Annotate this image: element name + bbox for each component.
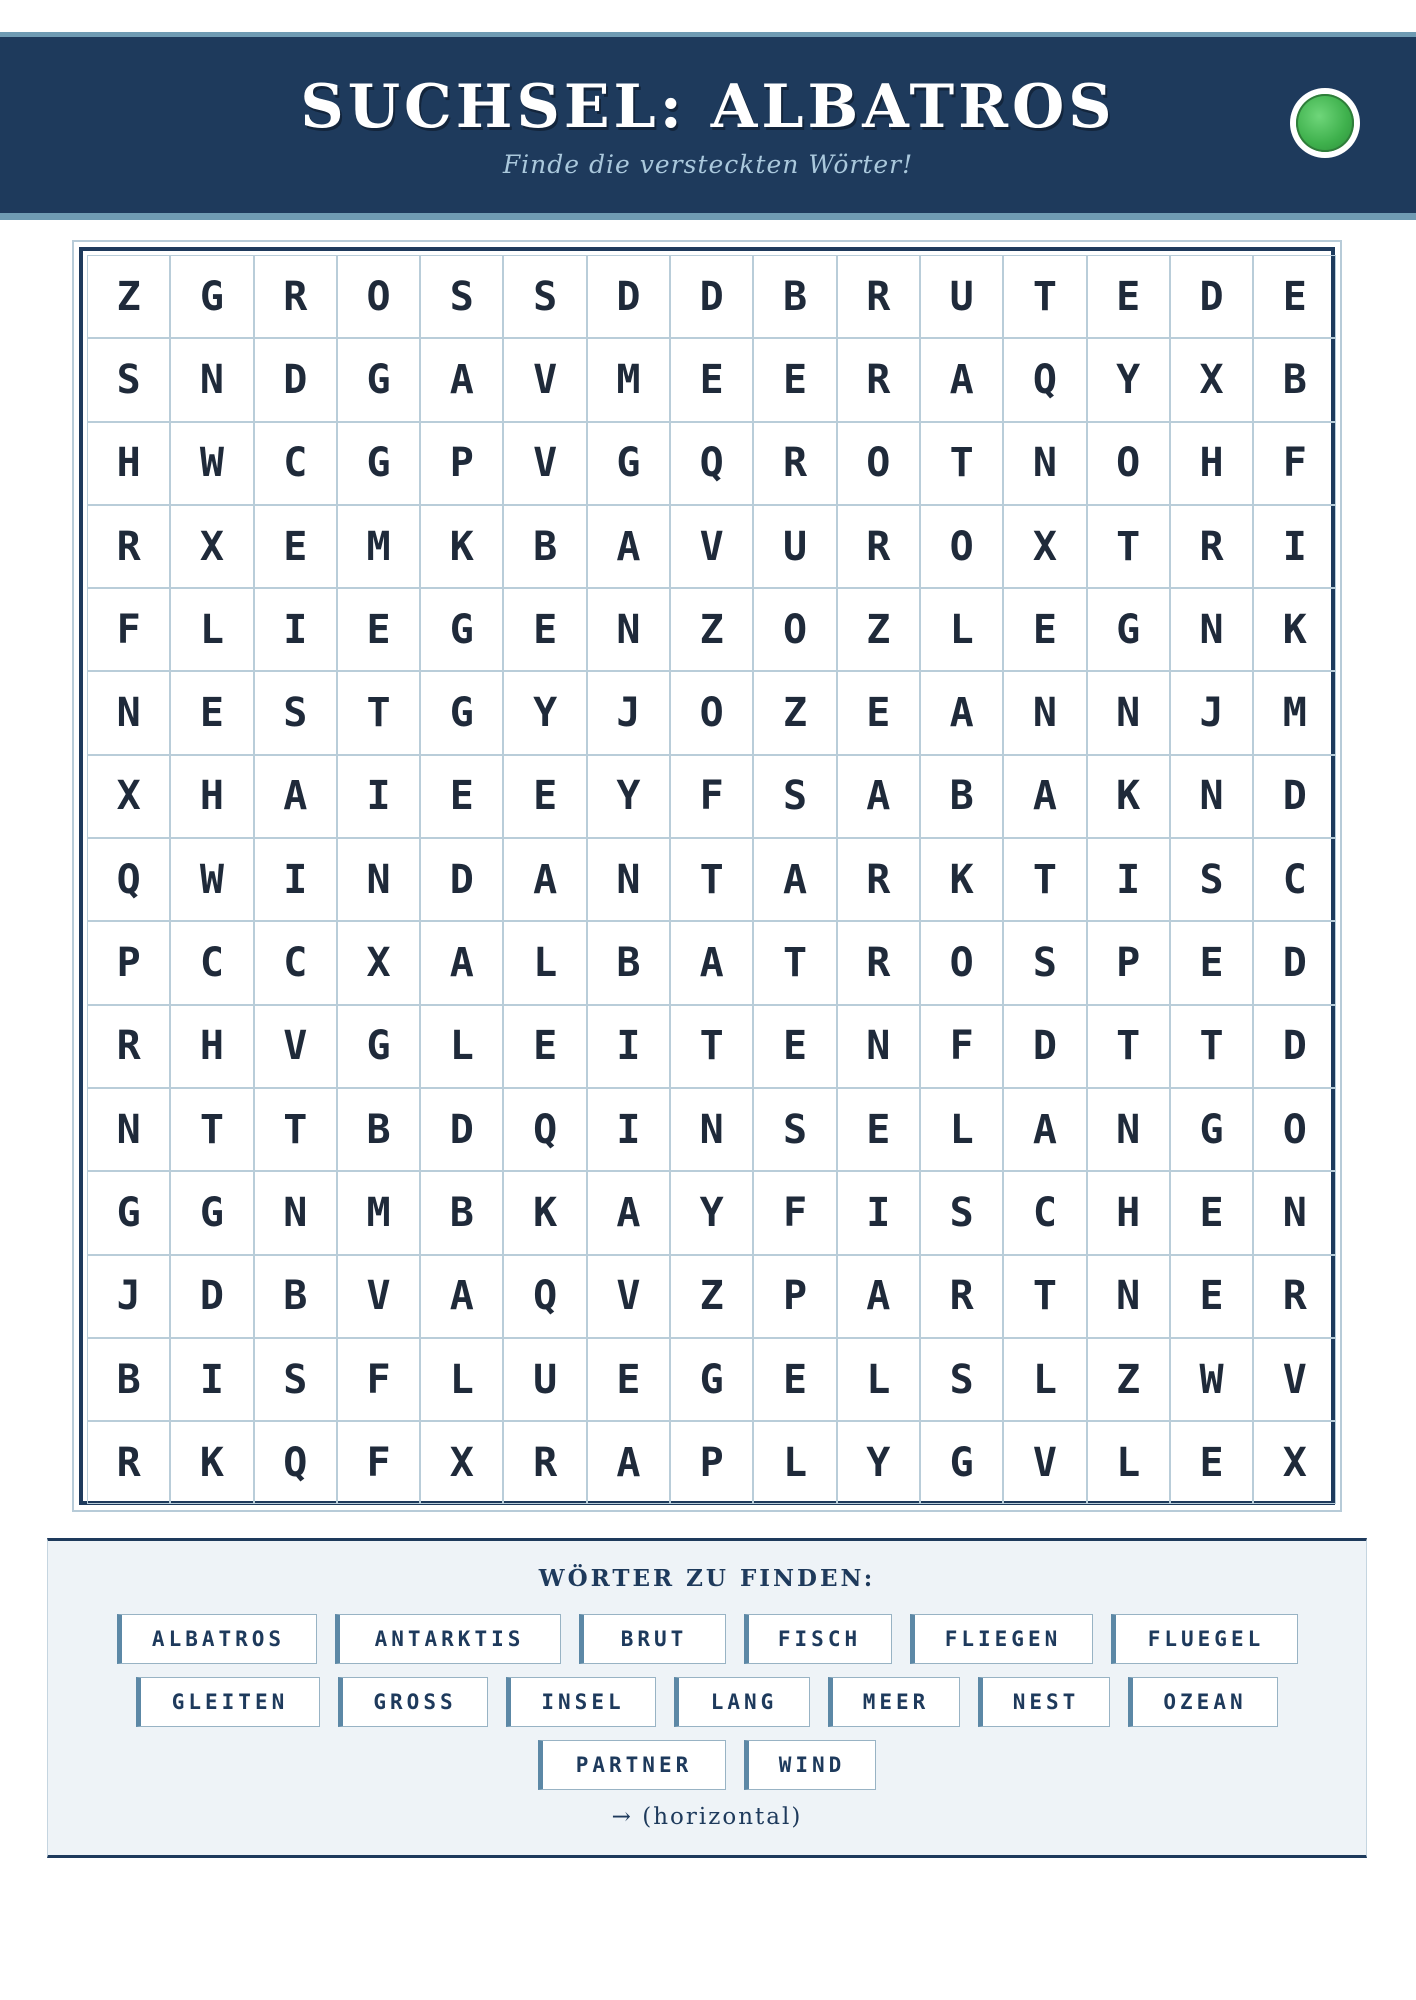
grid-cell[interactable]: Q: [87, 838, 170, 921]
grid-cell[interactable]: X: [1003, 505, 1086, 588]
grid-cell[interactable]: I: [337, 755, 420, 838]
word-tag[interactable]: INSEL: [506, 1677, 656, 1727]
grid-cell[interactable]: E: [1170, 921, 1253, 1004]
grid-cell[interactable]: P: [420, 422, 503, 505]
grid-cell[interactable]: V: [587, 1255, 670, 1338]
grid-cell[interactable]: V: [1253, 1338, 1336, 1421]
grid-cell[interactable]: E: [503, 588, 586, 671]
grid-cell[interactable]: E: [1170, 1255, 1253, 1338]
grid-cell[interactable]: T: [337, 671, 420, 754]
grid-cell[interactable]: A: [1003, 1088, 1086, 1171]
grid-cell[interactable]: N: [1003, 671, 1086, 754]
grid-cell[interactable]: G: [1087, 588, 1170, 671]
word-tag[interactable]: NEST: [978, 1677, 1110, 1727]
grid-cell[interactable]: E: [170, 671, 253, 754]
grid-cell[interactable]: M: [1253, 671, 1336, 754]
grid-cell[interactable]: U: [503, 1338, 586, 1421]
grid-cell[interactable]: B: [920, 755, 1003, 838]
grid-cell[interactable]: N: [337, 838, 420, 921]
grid-cell[interactable]: O: [837, 422, 920, 505]
grid-cell[interactable]: S: [503, 255, 586, 338]
grid-cell[interactable]: N: [1170, 588, 1253, 671]
status-indicator-icon: [1290, 88, 1360, 158]
word-tag[interactable]: WIND: [744, 1740, 876, 1790]
grid-cell[interactable]: A: [420, 921, 503, 1004]
grid-cell[interactable]: H: [170, 755, 253, 838]
grid-cell[interactable]: O: [670, 671, 753, 754]
word-tag[interactable]: ANTARKTIS: [335, 1614, 561, 1664]
grid-cell[interactable]: T: [1087, 505, 1170, 588]
grid-cell[interactable]: J: [87, 1255, 170, 1338]
grid-cell[interactable]: Z: [87, 255, 170, 338]
grid-cell[interactable]: R: [1170, 505, 1253, 588]
grid-cell[interactable]: W: [170, 422, 253, 505]
grid-cell[interactable]: O: [1253, 1088, 1336, 1171]
grid-cell[interactable]: S: [753, 1088, 836, 1171]
word-search-grid: [79, 247, 1335, 1505]
grid-cell[interactable]: N: [170, 338, 253, 421]
grid-cell[interactable]: V: [670, 505, 753, 588]
grid-cell[interactable]: G: [170, 1171, 253, 1254]
grid-cell[interactable]: R: [837, 921, 920, 1004]
word-list-heading: WÖRTER ZU FINDEN:: [538, 1565, 876, 1592]
grid-cell[interactable]: S: [254, 1338, 337, 1421]
grid-cell[interactable]: L: [1087, 1421, 1170, 1504]
grid-cell[interactable]: R: [87, 1421, 170, 1504]
grid-cell[interactable]: S: [920, 1171, 1003, 1254]
letter-grid: [87, 255, 1336, 1504]
word-list-row: [48, 1677, 1366, 1727]
word-tag[interactable]: OZEAN: [1128, 1677, 1278, 1727]
grid-cell[interactable]: H: [1170, 422, 1253, 505]
grid-cell[interactable]: C: [1253, 838, 1336, 921]
grid-cell[interactable]: C: [254, 422, 337, 505]
grid-cell[interactable]: D: [420, 1088, 503, 1171]
grid-cell[interactable]: V: [337, 1255, 420, 1338]
word-tag[interactable]: ALBATROS: [117, 1614, 317, 1664]
grid-cell[interactable]: Y: [503, 671, 586, 754]
grid-cell[interactable]: O: [920, 921, 1003, 1004]
grid-cell[interactable]: P: [87, 921, 170, 1004]
grid-cell[interactable]: X: [1253, 1421, 1336, 1504]
grid-cell[interactable]: V: [1003, 1421, 1086, 1504]
word-tag[interactable]: FISCH: [744, 1614, 892, 1664]
grid-cell[interactable]: D: [587, 255, 670, 338]
grid-cell[interactable]: T: [670, 838, 753, 921]
grid-cell[interactable]: R: [837, 505, 920, 588]
grid-cell[interactable]: C: [1003, 1171, 1086, 1254]
grid-cell[interactable]: Q: [503, 1088, 586, 1171]
grid-cell[interactable]: S: [254, 671, 337, 754]
grid-cell[interactable]: F: [337, 1338, 420, 1421]
word-tag[interactable]: MEER: [828, 1677, 960, 1727]
grid-cell[interactable]: E: [837, 671, 920, 754]
word-list-panel: [47, 1538, 1367, 1858]
grid-cell[interactable]: H: [87, 422, 170, 505]
grid-cell[interactable]: Z: [837, 588, 920, 671]
grid-cell[interactable]: Q: [670, 422, 753, 505]
grid-cell[interactable]: G: [87, 1171, 170, 1254]
grid-cell[interactable]: B: [1253, 338, 1336, 421]
grid-cell[interactable]: A: [670, 921, 753, 1004]
grid-cell[interactable]: L: [170, 588, 253, 671]
grid-cell[interactable]: B: [503, 505, 586, 588]
grid-cell[interactable]: A: [837, 755, 920, 838]
grid-cell[interactable]: N: [1170, 755, 1253, 838]
grid-cell[interactable]: C: [170, 921, 253, 1004]
grid-cell[interactable]: V: [503, 422, 586, 505]
grid-cell[interactable]: D: [420, 838, 503, 921]
grid-cell[interactable]: G: [920, 1421, 1003, 1504]
grid-cell[interactable]: P: [670, 1421, 753, 1504]
grid-cell[interactable]: K: [1253, 588, 1336, 671]
grid-cell[interactable]: O: [337, 255, 420, 338]
grid-cell[interactable]: A: [837, 1255, 920, 1338]
grid-cell[interactable]: O: [920, 505, 1003, 588]
grid-cell[interactable]: Q: [254, 1421, 337, 1504]
grid-cell[interactable]: O: [753, 588, 836, 671]
grid-cell[interactable]: L: [420, 1338, 503, 1421]
grid-cell[interactable]: R: [837, 338, 920, 421]
grid-cell[interactable]: T: [254, 1088, 337, 1171]
grid-cell[interactable]: K: [503, 1171, 586, 1254]
word-list-row: [48, 1740, 1366, 1790]
grid-cell[interactable]: N: [87, 1088, 170, 1171]
grid-cell[interactable]: G: [337, 1005, 420, 1088]
grid-cell[interactable]: E: [420, 755, 503, 838]
grid-cell[interactable]: K: [920, 838, 1003, 921]
grid-cell[interactable]: W: [170, 838, 253, 921]
grid-cell[interactable]: I: [170, 1338, 253, 1421]
grid-cell[interactable]: Z: [670, 588, 753, 671]
grid-cell[interactable]: T: [1003, 255, 1086, 338]
grid-cell[interactable]: P: [753, 1255, 836, 1338]
grid-cell[interactable]: I: [1253, 505, 1336, 588]
grid-cell[interactable]: S: [753, 755, 836, 838]
grid-cell[interactable]: Q: [1003, 338, 1086, 421]
grid-cell[interactable]: E: [503, 1005, 586, 1088]
grid-cell[interactable]: A: [920, 338, 1003, 421]
grid-cell[interactable]: L: [1003, 1338, 1086, 1421]
grid-cell[interactable]: E: [753, 338, 836, 421]
grid-cell[interactable]: E: [1253, 255, 1336, 338]
grid-cell[interactable]: E: [337, 588, 420, 671]
grid-cell[interactable]: C: [254, 921, 337, 1004]
grid-cell[interactable]: N: [1253, 1171, 1336, 1254]
grid-cell[interactable]: A: [1003, 755, 1086, 838]
grid-cell[interactable]: N: [1087, 1255, 1170, 1338]
grid-cell[interactable]: D: [1170, 255, 1253, 338]
grid-cell[interactable]: U: [920, 255, 1003, 338]
grid-cell[interactable]: D: [170, 1255, 253, 1338]
grid-cell[interactable]: G: [420, 671, 503, 754]
grid-cell[interactable]: Q: [503, 1255, 586, 1338]
grid-cell[interactable]: E: [1003, 588, 1086, 671]
grid-cell[interactable]: R: [503, 1421, 586, 1504]
grid-cell[interactable]: E: [254, 505, 337, 588]
grid-cell[interactable]: E: [503, 755, 586, 838]
grid-cell[interactable]: A: [254, 755, 337, 838]
grid-cell[interactable]: B: [420, 1171, 503, 1254]
grid-cell[interactable]: R: [254, 255, 337, 338]
word-tag[interactable]: BRUT: [579, 1614, 726, 1664]
grid-cell[interactable]: S: [1170, 838, 1253, 921]
grid-cell[interactable]: I: [837, 1171, 920, 1254]
grid-cell[interactable]: R: [87, 505, 170, 588]
grid-cell[interactable]: F: [1253, 422, 1336, 505]
grid-cell[interactable]: X: [87, 755, 170, 838]
grid-cell[interactable]: S: [1003, 921, 1086, 1004]
grid-cell[interactable]: L: [503, 921, 586, 1004]
grid-cell[interactable]: E: [837, 1088, 920, 1171]
page-title: SUCHSEL: ALBATROS: [300, 72, 1116, 142]
grid-cell[interactable]: R: [920, 1255, 1003, 1338]
grid-cell[interactable]: A: [587, 1171, 670, 1254]
grid-cell[interactable]: D: [254, 338, 337, 421]
grid-cell[interactable]: B: [254, 1255, 337, 1338]
grid-cell[interactable]: L: [420, 1005, 503, 1088]
grid-cell[interactable]: T: [170, 1088, 253, 1171]
grid-cell[interactable]: D: [1003, 1005, 1086, 1088]
word-list-row: [48, 1614, 1366, 1664]
grid-cell[interactable]: T: [1003, 1255, 1086, 1338]
grid-cell[interactable]: N: [1087, 671, 1170, 754]
grid-cell[interactable]: T: [670, 1005, 753, 1088]
grid-cell[interactable]: X: [337, 921, 420, 1004]
grid-cell[interactable]: Y: [670, 1171, 753, 1254]
grid-cell[interactable]: V: [503, 338, 586, 421]
grid-cell[interactable]: H: [170, 1005, 253, 1088]
word-tag[interactable]: PARTNER: [538, 1740, 726, 1790]
grid-cell[interactable]: R: [753, 422, 836, 505]
grid-cell[interactable]: I: [254, 838, 337, 921]
grid-cell[interactable]: R: [837, 838, 920, 921]
word-tag[interactable]: GROSS: [338, 1677, 488, 1727]
grid-cell[interactable]: P: [1087, 921, 1170, 1004]
page-subtitle: Finde die versteckten Wörter!: [502, 150, 914, 179]
grid-cell[interactable]: M: [337, 1171, 420, 1254]
grid-cell[interactable]: N: [837, 1005, 920, 1088]
grid-cell[interactable]: E: [1087, 255, 1170, 338]
grid-cell[interactable]: N: [1087, 1088, 1170, 1171]
grid-cell[interactable]: G: [337, 422, 420, 505]
grid-cell[interactable]: S: [920, 1338, 1003, 1421]
grid-cell[interactable]: G: [170, 255, 253, 338]
grid-cell[interactable]: B: [587, 921, 670, 1004]
grid-cell[interactable]: A: [587, 505, 670, 588]
grid-cell[interactable]: T: [920, 422, 1003, 505]
grid-cell[interactable]: M: [587, 338, 670, 421]
word-tag[interactable]: GLEITEN: [136, 1677, 320, 1727]
grid-cell[interactable]: G: [337, 338, 420, 421]
grid-cell[interactable]: L: [920, 1088, 1003, 1171]
grid-cell[interactable]: X: [1170, 338, 1253, 421]
grid-cell[interactable]: B: [87, 1338, 170, 1421]
grid-cell[interactable]: J: [587, 671, 670, 754]
grid-cell[interactable]: M: [337, 505, 420, 588]
direction-note: → (horizontal): [611, 1804, 803, 1830]
grid-cell[interactable]: K: [420, 505, 503, 588]
grid-cell[interactable]: I: [587, 1005, 670, 1088]
grid-cell[interactable]: E: [753, 1005, 836, 1088]
grid-cell[interactable]: D: [670, 255, 753, 338]
grid-cell[interactable]: I: [1087, 838, 1170, 921]
grid-cell[interactable]: N: [1003, 422, 1086, 505]
grid-cell[interactable]: T: [1087, 1005, 1170, 1088]
grid-cell[interactable]: K: [170, 1421, 253, 1504]
word-tag[interactable]: LANG: [674, 1677, 810, 1727]
grid-cell[interactable]: A: [420, 338, 503, 421]
grid-cell[interactable]: A: [420, 1255, 503, 1338]
grid-cell[interactable]: N: [87, 671, 170, 754]
grid-cell[interactable]: A: [587, 1421, 670, 1504]
grid-cell[interactable]: R: [1253, 1255, 1336, 1338]
grid-cell[interactable]: H: [1087, 1171, 1170, 1254]
grid-cell[interactable]: Y: [1087, 338, 1170, 421]
grid-cell[interactable]: L: [920, 588, 1003, 671]
grid-cell[interactable]: V: [254, 1005, 337, 1088]
grid-cell[interactable]: J: [1170, 671, 1253, 754]
grid-cell[interactable]: L: [753, 1421, 836, 1504]
grid-cell[interactable]: U: [753, 505, 836, 588]
grid-cell[interactable]: N: [254, 1171, 337, 1254]
grid-cell[interactable]: I: [254, 588, 337, 671]
grid-cell[interactable]: G: [420, 588, 503, 671]
grid-cell[interactable]: N: [587, 588, 670, 671]
grid-cell[interactable]: N: [670, 1088, 753, 1171]
grid-cell[interactable]: E: [587, 1338, 670, 1421]
word-tag[interactable]: FLIEGEN: [910, 1614, 1093, 1664]
grid-cell[interactable]: D: [1253, 921, 1336, 1004]
grid-cell[interactable]: B: [753, 255, 836, 338]
grid-cell[interactable]: R: [87, 1005, 170, 1088]
grid-cell[interactable]: F: [920, 1005, 1003, 1088]
grid-cell[interactable]: Z: [1087, 1338, 1170, 1421]
grid-cell[interactable]: K: [1087, 755, 1170, 838]
grid-cell[interactable]: I: [587, 1088, 670, 1171]
grid-cell[interactable]: S: [420, 255, 503, 338]
grid-cell[interactable]: Y: [587, 755, 670, 838]
grid-cell[interactable]: D: [1253, 1005, 1336, 1088]
grid-cell[interactable]: D: [1253, 755, 1336, 838]
grid-cell[interactable]: S: [87, 338, 170, 421]
grid-cell[interactable]: T: [753, 921, 836, 1004]
grid-cell[interactable]: Z: [670, 1255, 753, 1338]
grid-cell[interactable]: T: [1170, 1005, 1253, 1088]
grid-cell[interactable]: W: [1170, 1338, 1253, 1421]
grid-cell[interactable]: G: [670, 1338, 753, 1421]
word-tag[interactable]: FLUEGEL: [1111, 1614, 1298, 1664]
grid-cell[interactable]: R: [837, 255, 920, 338]
grid-cell[interactable]: O: [1087, 422, 1170, 505]
grid-cell[interactable]: B: [337, 1088, 420, 1171]
grid-cell[interactable]: A: [753, 838, 836, 921]
grid-cell[interactable]: T: [1003, 838, 1086, 921]
grid-cell[interactable]: Z: [753, 671, 836, 754]
grid-cell[interactable]: F: [337, 1421, 420, 1504]
grid-cell[interactable]: A: [920, 671, 1003, 754]
grid-cell[interactable]: X: [420, 1421, 503, 1504]
header-bottom-stripe: [0, 213, 1416, 220]
grid-cell[interactable]: F: [753, 1171, 836, 1254]
grid-cell[interactable]: E: [1170, 1421, 1253, 1504]
grid-cell[interactable]: E: [1170, 1171, 1253, 1254]
grid-cell[interactable]: N: [587, 838, 670, 921]
grid-cell[interactable]: G: [587, 422, 670, 505]
grid-cell[interactable]: L: [837, 1338, 920, 1421]
grid-cell[interactable]: A: [503, 838, 586, 921]
grid-cell[interactable]: X: [170, 505, 253, 588]
grid-cell[interactable]: E: [753, 1338, 836, 1421]
grid-cell[interactable]: E: [670, 338, 753, 421]
grid-cell[interactable]: F: [87, 588, 170, 671]
grid-cell[interactable]: G: [1170, 1088, 1253, 1171]
grid-cell[interactable]: Y: [837, 1421, 920, 1504]
grid-cell[interactable]: F: [670, 755, 753, 838]
